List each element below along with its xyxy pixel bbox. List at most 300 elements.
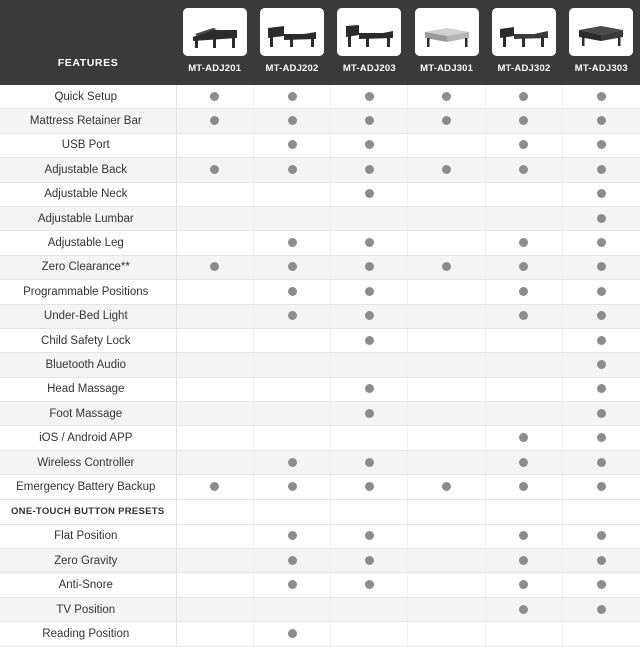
feature-cell bbox=[485, 402, 562, 426]
feature-cell bbox=[253, 377, 330, 401]
dot-icon bbox=[597, 605, 606, 614]
feature-cell bbox=[485, 304, 562, 328]
empty-cell-icon bbox=[210, 336, 219, 345]
feature-cell bbox=[485, 524, 562, 548]
feature-cell bbox=[563, 280, 640, 304]
feature-cell bbox=[485, 450, 562, 474]
model-column-header-3 bbox=[331, 0, 408, 85]
empty-cell-icon bbox=[288, 189, 297, 198]
empty-cell-icon bbox=[442, 629, 451, 638]
feature-cell bbox=[563, 524, 640, 548]
feature-cell bbox=[408, 426, 485, 450]
feature-cell bbox=[331, 304, 408, 328]
dot-icon bbox=[519, 92, 528, 101]
feature-cell bbox=[408, 377, 485, 401]
feature-cell bbox=[331, 328, 408, 352]
empty-cell-icon bbox=[210, 605, 219, 614]
empty-cell-icon bbox=[288, 384, 297, 393]
feature-label: Reading Position bbox=[0, 622, 176, 646]
empty-cell-icon bbox=[210, 629, 219, 638]
feature-label: Zero Clearance** bbox=[0, 255, 176, 279]
empty-cell-icon bbox=[210, 360, 219, 369]
empty-cell-icon bbox=[288, 214, 297, 223]
feature-cell bbox=[176, 280, 253, 304]
feature-label: Bluetooth Audio bbox=[0, 353, 176, 377]
feature-cell bbox=[331, 549, 408, 573]
feature-cell bbox=[563, 426, 640, 450]
feature-cell bbox=[331, 109, 408, 133]
empty-cell-icon bbox=[519, 336, 528, 345]
empty-cell-icon bbox=[210, 409, 219, 418]
dot-icon bbox=[519, 140, 528, 149]
empty-cell-icon bbox=[365, 214, 374, 223]
feature-cell bbox=[176, 402, 253, 426]
feature-cell bbox=[485, 573, 562, 597]
model-column-header-4 bbox=[408, 0, 485, 85]
empty-cell-icon bbox=[519, 409, 528, 418]
dot-icon bbox=[519, 531, 528, 540]
empty-cell-icon bbox=[210, 287, 219, 296]
feature-cell bbox=[408, 280, 485, 304]
feature-cell bbox=[253, 450, 330, 474]
model-name-3: MT-ADJ203 bbox=[342, 63, 396, 74]
empty-cell-icon bbox=[442, 409, 451, 418]
feature-cell bbox=[563, 182, 640, 206]
feature-cell bbox=[563, 597, 640, 621]
dot-icon bbox=[210, 482, 219, 491]
dot-icon bbox=[288, 116, 297, 125]
section-spacer-cell bbox=[253, 499, 330, 524]
feature-cell bbox=[331, 133, 408, 157]
feature-cell bbox=[408, 182, 485, 206]
dot-icon bbox=[519, 605, 528, 614]
bed-frame-icon bbox=[183, 8, 247, 56]
dot-icon bbox=[519, 433, 528, 442]
dot-icon bbox=[210, 262, 219, 271]
empty-cell-icon bbox=[288, 433, 297, 442]
dot-icon bbox=[597, 165, 606, 174]
dot-icon bbox=[597, 482, 606, 491]
feature-cell bbox=[485, 280, 562, 304]
model-column-header-6 bbox=[563, 0, 640, 85]
feature-cell bbox=[563, 109, 640, 133]
dot-icon bbox=[519, 238, 528, 247]
table-row bbox=[0, 85, 640, 109]
dot-icon bbox=[365, 531, 374, 540]
feature-cell bbox=[331, 573, 408, 597]
feature-cell bbox=[253, 85, 330, 109]
empty-cell-icon bbox=[288, 360, 297, 369]
feature-cell bbox=[408, 304, 485, 328]
empty-cell-icon bbox=[210, 214, 219, 223]
empty-cell-icon bbox=[210, 556, 219, 565]
feature-cell bbox=[485, 109, 562, 133]
feature-cell bbox=[253, 158, 330, 182]
dot-icon bbox=[442, 116, 451, 125]
empty-cell-icon bbox=[365, 360, 374, 369]
table-row bbox=[0, 549, 640, 573]
feature-cell bbox=[563, 231, 640, 255]
dot-icon bbox=[519, 165, 528, 174]
section-spacer-cell bbox=[176, 499, 253, 524]
empty-cell-icon bbox=[210, 140, 219, 149]
feature-cell bbox=[253, 304, 330, 328]
bed-frame-icon bbox=[492, 8, 556, 56]
feature-cell bbox=[485, 231, 562, 255]
feature-cell bbox=[176, 304, 253, 328]
table-row bbox=[0, 328, 640, 352]
section-header-row bbox=[0, 499, 640, 524]
empty-cell-icon bbox=[442, 311, 451, 320]
feature-cell bbox=[253, 231, 330, 255]
dot-icon bbox=[597, 116, 606, 125]
feature-cell bbox=[253, 280, 330, 304]
feature-cell bbox=[408, 206, 485, 230]
empty-cell-icon bbox=[365, 629, 374, 638]
model-name-6: MT-ADJ303 bbox=[574, 63, 628, 74]
model-name-4: MT-ADJ301 bbox=[420, 63, 474, 74]
dot-icon bbox=[288, 287, 297, 296]
feature-cell bbox=[253, 206, 330, 230]
feature-cell bbox=[176, 377, 253, 401]
feature-cell bbox=[485, 377, 562, 401]
feature-cell bbox=[176, 524, 253, 548]
bed-frame-icon bbox=[415, 8, 479, 56]
feature-cell bbox=[408, 549, 485, 573]
feature-cell bbox=[176, 475, 253, 499]
feature-cell bbox=[176, 597, 253, 621]
feature-cell bbox=[563, 549, 640, 573]
feature-cell bbox=[485, 206, 562, 230]
table-row bbox=[0, 206, 640, 230]
feature-cell bbox=[176, 450, 253, 474]
empty-cell-icon bbox=[442, 458, 451, 467]
dot-icon bbox=[597, 409, 606, 418]
table-row bbox=[0, 597, 640, 621]
feature-cell bbox=[331, 622, 408, 646]
dot-icon bbox=[365, 287, 374, 296]
dot-icon bbox=[365, 189, 374, 198]
feature-label: TV Position bbox=[0, 597, 176, 621]
feature-cell bbox=[408, 524, 485, 548]
feature-cell bbox=[408, 158, 485, 182]
table-row bbox=[0, 255, 640, 279]
empty-cell-icon bbox=[210, 189, 219, 198]
feature-cell bbox=[408, 475, 485, 499]
feature-cell bbox=[408, 353, 485, 377]
table-row bbox=[0, 450, 640, 474]
dot-icon bbox=[210, 92, 219, 101]
table-row bbox=[0, 280, 640, 304]
dot-icon bbox=[519, 556, 528, 565]
dot-icon bbox=[365, 409, 374, 418]
feature-cell bbox=[176, 231, 253, 255]
feature-label: Adjustable Lumbar bbox=[0, 206, 176, 230]
dot-icon bbox=[288, 92, 297, 101]
dot-icon bbox=[519, 311, 528, 320]
feature-cell bbox=[253, 573, 330, 597]
feature-cell bbox=[331, 597, 408, 621]
table-row bbox=[0, 622, 640, 646]
dot-icon bbox=[597, 92, 606, 101]
section-spacer-cell bbox=[485, 499, 562, 524]
empty-cell-icon bbox=[442, 531, 451, 540]
dot-icon bbox=[288, 629, 297, 638]
dot-icon bbox=[597, 580, 606, 589]
feature-cell bbox=[563, 475, 640, 499]
dot-icon bbox=[597, 311, 606, 320]
empty-cell-icon bbox=[519, 214, 528, 223]
feature-cell bbox=[176, 549, 253, 573]
empty-cell-icon bbox=[442, 287, 451, 296]
empty-cell-icon bbox=[442, 433, 451, 442]
feature-cell bbox=[408, 85, 485, 109]
feature-cell bbox=[176, 182, 253, 206]
empty-cell-icon bbox=[519, 360, 528, 369]
empty-cell-icon bbox=[519, 629, 528, 638]
feature-label: Adjustable Back bbox=[0, 158, 176, 182]
feature-cell bbox=[176, 328, 253, 352]
feature-cell bbox=[176, 255, 253, 279]
feature-cell bbox=[485, 328, 562, 352]
feature-cell bbox=[408, 231, 485, 255]
empty-cell-icon bbox=[288, 605, 297, 614]
feature-label: Emergency Battery Backup bbox=[0, 475, 176, 499]
feature-label: Adjustable Leg bbox=[0, 231, 176, 255]
feature-cell bbox=[176, 158, 253, 182]
feature-label: Quick Setup bbox=[0, 85, 176, 109]
empty-cell-icon bbox=[442, 556, 451, 565]
table-row bbox=[0, 402, 640, 426]
dot-icon bbox=[597, 458, 606, 467]
feature-cell bbox=[331, 475, 408, 499]
empty-cell-icon bbox=[519, 384, 528, 393]
empty-cell-icon bbox=[210, 384, 219, 393]
section-spacer-cell bbox=[408, 499, 485, 524]
dot-icon bbox=[288, 238, 297, 247]
empty-cell-icon bbox=[365, 605, 374, 614]
empty-cell-icon bbox=[442, 580, 451, 589]
feature-label: Adjustable Neck bbox=[0, 182, 176, 206]
dot-icon bbox=[519, 287, 528, 296]
feature-cell bbox=[563, 255, 640, 279]
feature-label: Mattress Retainer Bar bbox=[0, 109, 176, 133]
table-row bbox=[0, 377, 640, 401]
feature-cell bbox=[176, 573, 253, 597]
feature-cell bbox=[176, 109, 253, 133]
feature-cell bbox=[253, 597, 330, 621]
feature-cell bbox=[485, 182, 562, 206]
empty-cell-icon bbox=[442, 605, 451, 614]
dot-icon bbox=[365, 262, 374, 271]
dot-icon bbox=[519, 580, 528, 589]
feature-cell bbox=[485, 158, 562, 182]
feature-label: Zero Gravity bbox=[0, 549, 176, 573]
empty-cell-icon bbox=[442, 336, 451, 345]
empty-cell-icon bbox=[442, 189, 451, 198]
feature-cell bbox=[563, 206, 640, 230]
empty-cell-icon bbox=[210, 433, 219, 442]
feature-cell bbox=[331, 353, 408, 377]
feature-cell bbox=[408, 133, 485, 157]
section-spacer-cell bbox=[563, 499, 640, 524]
dot-icon bbox=[597, 433, 606, 442]
table-row bbox=[0, 304, 640, 328]
dot-icon bbox=[597, 531, 606, 540]
header-row bbox=[0, 0, 640, 85]
dot-icon bbox=[597, 140, 606, 149]
feature-cell bbox=[563, 158, 640, 182]
dot-icon bbox=[288, 311, 297, 320]
table-row bbox=[0, 133, 640, 157]
feature-cell bbox=[176, 622, 253, 646]
dot-icon bbox=[365, 165, 374, 174]
feature-cell bbox=[253, 426, 330, 450]
feature-cell bbox=[408, 109, 485, 133]
feature-cell bbox=[331, 524, 408, 548]
feature-cell bbox=[563, 85, 640, 109]
feature-label: Flat Position bbox=[0, 524, 176, 548]
model-column-header-5 bbox=[485, 0, 562, 85]
model-column-header-1 bbox=[176, 0, 253, 85]
model-name-1: MT-ADJ201 bbox=[188, 63, 242, 74]
feature-cell bbox=[563, 353, 640, 377]
dot-icon bbox=[288, 262, 297, 271]
dot-icon bbox=[365, 116, 374, 125]
feature-label: Under-Bed Light bbox=[0, 304, 176, 328]
feature-cell bbox=[253, 255, 330, 279]
dot-icon bbox=[365, 238, 374, 247]
feature-cell bbox=[563, 304, 640, 328]
dot-icon bbox=[365, 336, 374, 345]
empty-cell-icon bbox=[442, 140, 451, 149]
dot-icon bbox=[597, 556, 606, 565]
feature-cell bbox=[408, 328, 485, 352]
feature-cell bbox=[253, 475, 330, 499]
dot-icon bbox=[597, 360, 606, 369]
features-column-header: FEATURES bbox=[0, 0, 176, 85]
feature-cell bbox=[331, 280, 408, 304]
dot-icon bbox=[365, 311, 374, 320]
feature-cell bbox=[408, 255, 485, 279]
table-row bbox=[0, 158, 640, 182]
model-name-5: MT-ADJ302 bbox=[497, 63, 551, 74]
feature-label: Wireless Controller bbox=[0, 450, 176, 474]
dot-icon bbox=[519, 458, 528, 467]
feature-cell bbox=[485, 426, 562, 450]
empty-cell-icon bbox=[210, 458, 219, 467]
empty-cell-icon bbox=[210, 580, 219, 589]
empty-cell-icon bbox=[210, 311, 219, 320]
empty-cell-icon bbox=[597, 629, 606, 638]
feature-cell bbox=[563, 450, 640, 474]
dot-icon bbox=[442, 92, 451, 101]
feature-label: iOS / Android APP bbox=[0, 426, 176, 450]
feature-cell bbox=[485, 255, 562, 279]
section-spacer-cell bbox=[331, 499, 408, 524]
empty-cell-icon bbox=[442, 238, 451, 247]
feature-cell bbox=[563, 133, 640, 157]
feature-cell bbox=[176, 85, 253, 109]
feature-cell bbox=[563, 402, 640, 426]
empty-cell-icon bbox=[210, 531, 219, 540]
empty-cell-icon bbox=[210, 238, 219, 247]
feature-cell bbox=[563, 377, 640, 401]
dot-icon bbox=[210, 165, 219, 174]
table-row bbox=[0, 475, 640, 499]
feature-cell bbox=[253, 328, 330, 352]
bed-frame-icon bbox=[337, 8, 401, 56]
table-row bbox=[0, 231, 640, 255]
feature-label: Head Massage bbox=[0, 377, 176, 401]
feature-cell bbox=[485, 549, 562, 573]
empty-cell-icon bbox=[442, 384, 451, 393]
feature-cell bbox=[253, 109, 330, 133]
feature-cell bbox=[331, 377, 408, 401]
dot-icon bbox=[288, 580, 297, 589]
dot-icon bbox=[365, 482, 374, 491]
feature-cell bbox=[331, 402, 408, 426]
section-title: ONE-TOUCH BUTTON PRESETS bbox=[0, 499, 176, 524]
dot-icon bbox=[519, 116, 528, 125]
empty-cell-icon bbox=[365, 433, 374, 442]
bed-frame-icon bbox=[569, 8, 633, 56]
dot-icon bbox=[288, 140, 297, 149]
feature-cell bbox=[563, 328, 640, 352]
dot-icon bbox=[442, 262, 451, 271]
table-body bbox=[0, 85, 640, 646]
feature-cell bbox=[563, 573, 640, 597]
dot-icon bbox=[597, 238, 606, 247]
feature-cell bbox=[408, 450, 485, 474]
dot-icon bbox=[442, 482, 451, 491]
feature-cell bbox=[331, 85, 408, 109]
dot-icon bbox=[288, 482, 297, 491]
dot-icon bbox=[288, 531, 297, 540]
dot-icon bbox=[597, 262, 606, 271]
table-row bbox=[0, 109, 640, 133]
bed-frame-icon bbox=[260, 8, 324, 56]
dot-icon bbox=[365, 140, 374, 149]
dot-icon bbox=[519, 262, 528, 271]
feature-cell bbox=[253, 549, 330, 573]
dot-icon bbox=[597, 336, 606, 345]
feature-cell bbox=[253, 182, 330, 206]
model-column-header-2 bbox=[253, 0, 330, 85]
dot-icon bbox=[597, 214, 606, 223]
dot-icon bbox=[365, 580, 374, 589]
dot-icon bbox=[288, 458, 297, 467]
feature-cell bbox=[408, 597, 485, 621]
dot-icon bbox=[210, 116, 219, 125]
feature-cell bbox=[485, 353, 562, 377]
empty-cell-icon bbox=[288, 336, 297, 345]
model-name-2: MT-ADJ202 bbox=[265, 63, 319, 74]
feature-cell bbox=[176, 133, 253, 157]
feature-cell bbox=[331, 231, 408, 255]
feature-cell bbox=[331, 182, 408, 206]
dot-icon bbox=[365, 556, 374, 565]
feature-cell bbox=[331, 450, 408, 474]
dot-icon bbox=[442, 165, 451, 174]
feature-cell bbox=[485, 475, 562, 499]
feature-label: Foot Massage bbox=[0, 402, 176, 426]
table-row bbox=[0, 426, 640, 450]
feature-cell bbox=[485, 85, 562, 109]
dot-icon bbox=[365, 92, 374, 101]
feature-label: Child Safety Lock bbox=[0, 328, 176, 352]
table-row bbox=[0, 524, 640, 548]
